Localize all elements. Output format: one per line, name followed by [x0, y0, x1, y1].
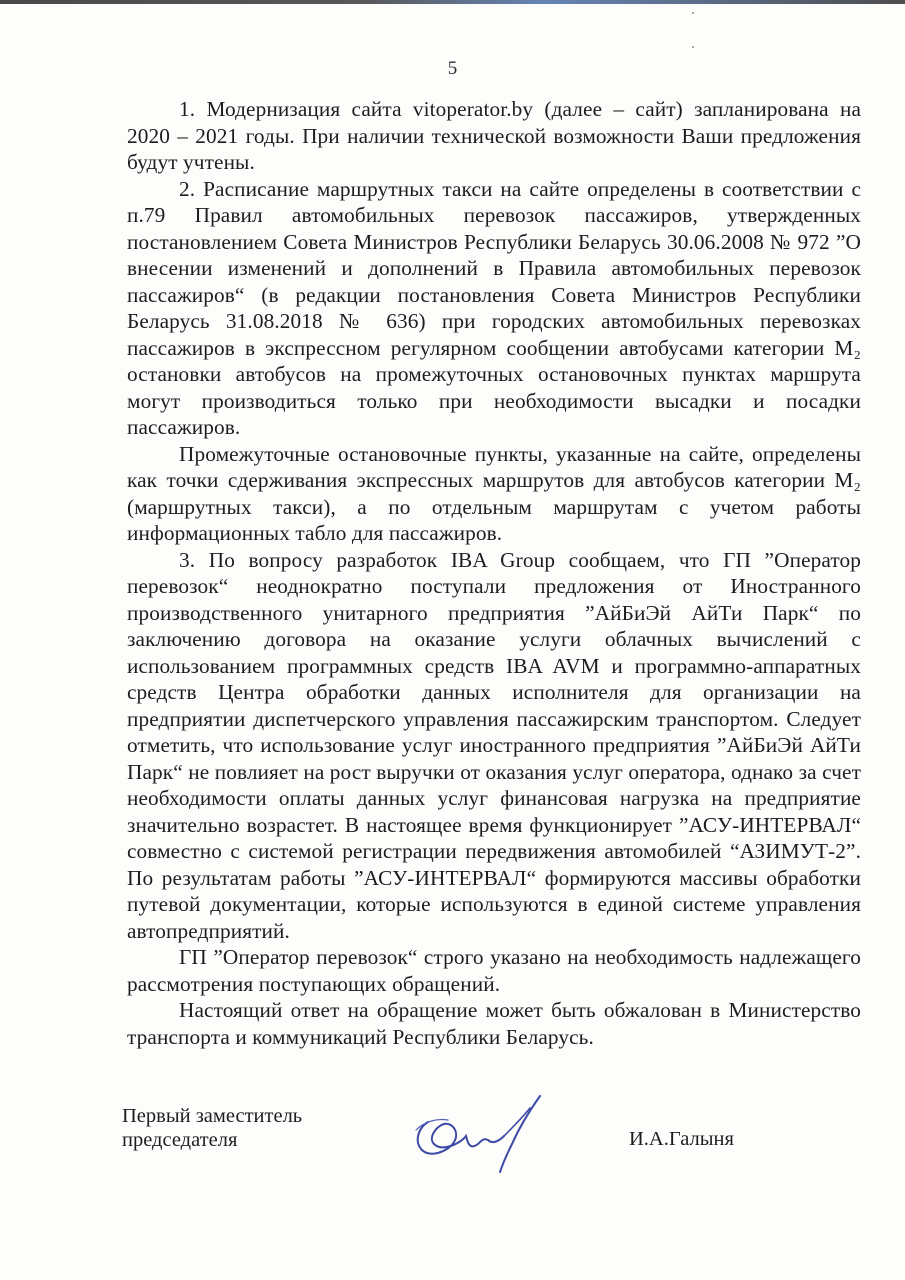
signatory-title-line-1: Первый заместитель: [122, 1105, 303, 1127]
paragraph-2: 2. Расписание маршрутных такси на сайте определены в соответствии с п.79 Правил автомобильных перевозок пассажиров, утвержденных постановлением Совета Министров Республики Беларусь 30.06.2008 № 972 ”О внесении изменений и дополнений в Правила автомобильных перевозок пассажиров“ (в редакции постановления Совета Министров Республики Беларусь 31.08.2018 № 636) при городских автомобильных перевозках пассажиров в экспрессном регулярном сообщении автобусами категории M₂ остановки автобусов на промежуточных остановочных пунктах маршрута могут производиться только при необходимости высадки и посадки пассажиров.: [127, 176, 861, 439]
handwritten-signature: [408, 1092, 558, 1176]
letter-body: [127, 96, 861, 1050]
signatory-title: [122, 1104, 302, 1152]
paragraph-1: 1. Модернизация сайта vitoperator.by (далее – сайт) запланирована на 2020 – 2021 годы. При наличии технической возможности Ваши предложения будут учтены.: [127, 97, 861, 174]
signatory-name: И.А.Галыня: [629, 1128, 734, 1150]
scan-speck: [692, 46, 694, 48]
paragraph-4: 3. По вопросу разработок IBA Group сообщаем, что ГП ”Оператор перевозок“ неоднократно поступали предложения от Иностранного производственного унитарного предприятия ”АйБиЭй АйТи Парк“ по заключению договора на оказание услуги облачных вычислений с использованием программных средств IBA AVM и программно-аппаратных средств Центра обработки данных исполнителя для организации на предприятии диспетчерского управления пассажирским транспортом. Следует отметить, что использование услуг иностранного предприятия ”АйБиЭй АйТи Парк“ не повлияет на рост выручки от оказания услуг оператора, однако за счет необходимости оплаты данных услуг финансовая нагрузка на предприятие значительно возрастет. В настоящее время функционирует ”АСУ-ИНТЕРВАЛ“ совместно с системой регистрации передвижения автомобилей “АЗИМУТ-2”. По результатам работы ”АСУ-ИНТЕРВАЛ“ формируются массивы обработки путевой документации, которые используются в единой системе управления автопредприятий.: [127, 547, 861, 943]
paragraph-5: ГП ”Оператор перевозок“ строго указано на необходимость надлежащего рассмотрения поступающих обращений.: [127, 945, 861, 996]
signatory-title-line-2: председателя: [122, 1129, 238, 1151]
paragraph-6: Настоящий ответ на обращение может быть обжалован в Министерство транспорта и коммуникаций Республики Беларусь.: [127, 998, 861, 1049]
page-number: 5: [447, 58, 458, 79]
paragraph-3: Промежуточные остановочные пункты, указанные на сайте, определены как точки сдерживания экспрессных маршрутов для автобусов категории M₂ (маршрутных такси), а по отдельным маршрутам с учетом работы информационных табло для пассажиров.: [127, 441, 861, 545]
scan-speck: [692, 12, 694, 14]
scan-top-edge: [0, 0, 905, 4]
